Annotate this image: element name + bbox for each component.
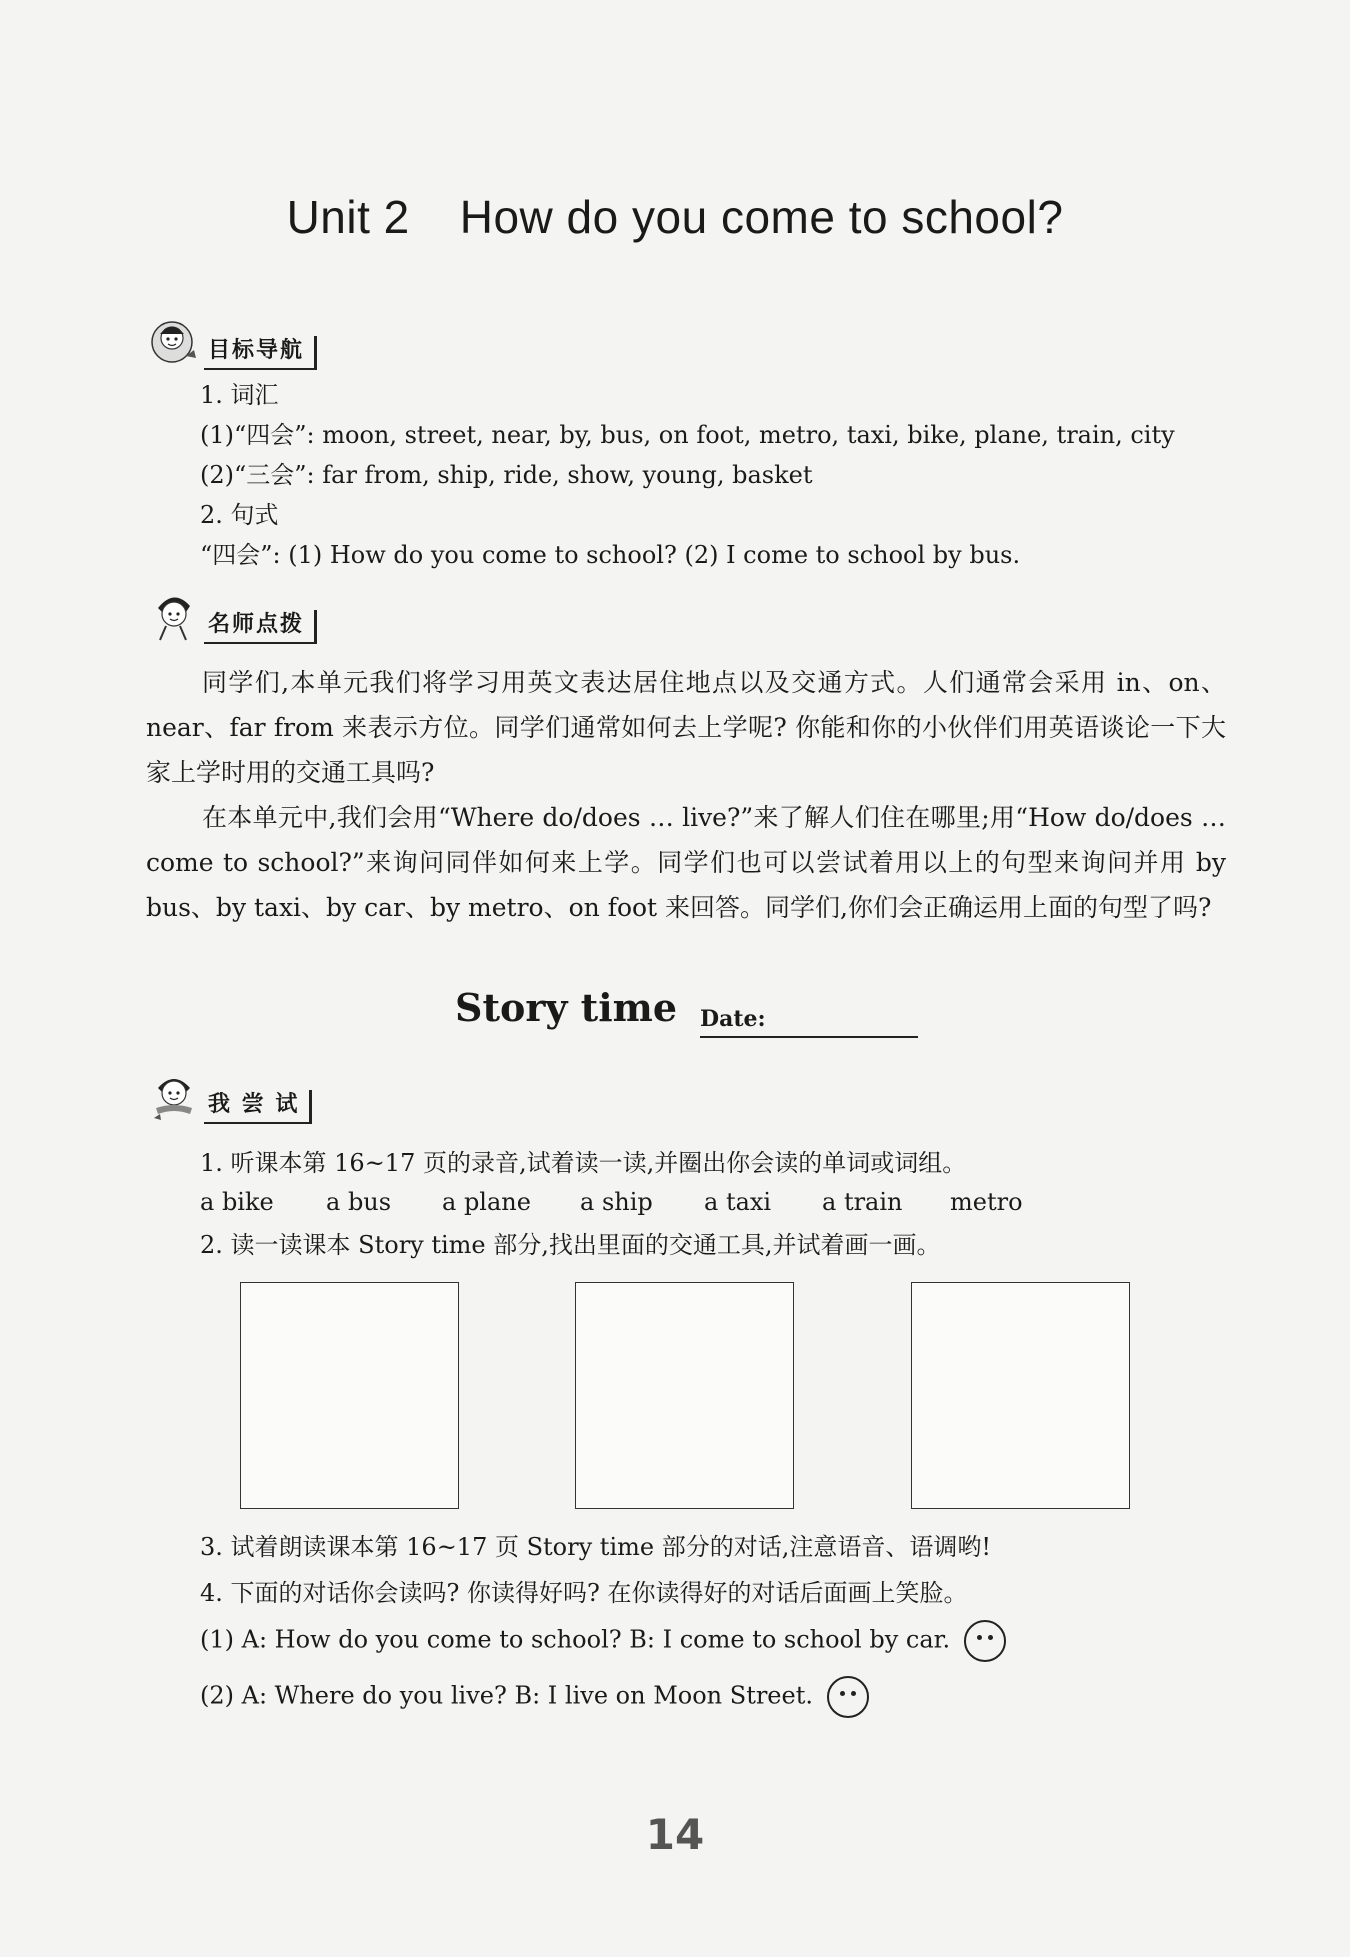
- smiley-face-icon[interactable]: [964, 1620, 1006, 1662]
- dialog-2: (2) A: Where do you live? B: I live on Moon Street.: [200, 1681, 813, 1710]
- dialog-1-row: [200, 1620, 1006, 1662]
- teacher-section-header: [146, 586, 317, 644]
- drawing-box-2[interactable]: [575, 1282, 794, 1509]
- unit-title: [0, 190, 1350, 244]
- page-number: 14: [645, 1810, 705, 1859]
- word-item[interactable]: a bus: [326, 1188, 392, 1216]
- question-2: 2. 读一读课本 Story time 部分,找出里面的交通工具,并试着画一画。: [200, 1231, 941, 1259]
- word-item[interactable]: a taxi: [704, 1188, 772, 1216]
- dialog-1: (1) A: How do you come to school? B: I come to school by car.: [200, 1625, 951, 1654]
- girl-mascot-icon: [146, 312, 204, 370]
- teacher-label: 名师点拨: [204, 610, 317, 644]
- goals-label: 目标导航: [204, 336, 317, 370]
- unit-heading: How do you come to school?: [459, 191, 1064, 243]
- teacher-tips-text: [146, 660, 1226, 930]
- word-item[interactable]: a ship: [580, 1188, 653, 1216]
- question-1: 1. 听课本第 16~17 页的录音,试着读一读,并圈出你会读的单词或词组。: [200, 1149, 967, 1177]
- vocab-three-skills: (2)“三会”: far from, ship, ride, show, young, basket: [200, 461, 813, 489]
- smiley-face-icon[interactable]: [827, 1676, 869, 1718]
- question-3: 3. 试着朗读课本第 16~17 页 Story time 部分的对话,注意语音、语调哟!: [200, 1533, 991, 1561]
- date-label: Date:: [700, 1006, 766, 1032]
- question-4: 4. 下面的对话你会读吗? 你读得好吗? 在你读得好的对话后面画上笑脸。: [200, 1579, 968, 1607]
- drawing-box-3[interactable]: [911, 1282, 1130, 1509]
- girl-mascot-icon: [146, 1066, 204, 1124]
- goals-section-header: [146, 312, 317, 370]
- word-list: [200, 1188, 1023, 1216]
- drawing-box-1[interactable]: [240, 1282, 459, 1509]
- word-item[interactable]: a bike: [200, 1188, 274, 1216]
- word-item[interactable]: a train: [822, 1188, 903, 1216]
- sentence-patterns: “四会”: (1) How do you come to school? (2) I come to school by bus.: [200, 541, 1021, 569]
- teacher-paragraph-1: 同学们,本单元我们将学习用英文表达居住地点以及交通方式。人们通常会采用 in、on、near、far from 来表示方位。同学们通常如何去上学呢? 你能和你的小伙伴们用英语谈论一下大家上学时用的交通工具吗?: [146, 668, 1226, 787]
- try-label: 我 尝 试: [204, 1090, 312, 1124]
- unit-number: Unit 2: [286, 191, 410, 243]
- try-section-header: [146, 1066, 312, 1124]
- dialog-2-row: [200, 1676, 869, 1718]
- word-item[interactable]: a plane: [442, 1188, 531, 1216]
- sentence-heading: 2. 句式: [200, 501, 279, 529]
- word-item[interactable]: metro: [950, 1188, 1023, 1216]
- vocab-heading: 1. 词汇: [200, 381, 279, 409]
- teacher-paragraph-2: 在本单元中,我们会用“Where do/does … live?”来了解人们住在哪里;用“How do/does … come to school?”来询问同伴如何来上学。同学们也可以尝试着用以上的句型来询问并用 by bus、by taxi、by car、by metro、on foot 来回答。同学们,你们会正确运用上面的句型了吗?: [146, 803, 1226, 922]
- story-time-title: Story time: [455, 985, 678, 1030]
- date-write-line[interactable]: [700, 1036, 918, 1038]
- vocab-four-skills: (1)“四会”: moon, street, near, by, bus, on foot, metro, taxi, bike, plane, train, city: [200, 421, 1175, 449]
- girl-mascot-icon: [146, 586, 204, 644]
